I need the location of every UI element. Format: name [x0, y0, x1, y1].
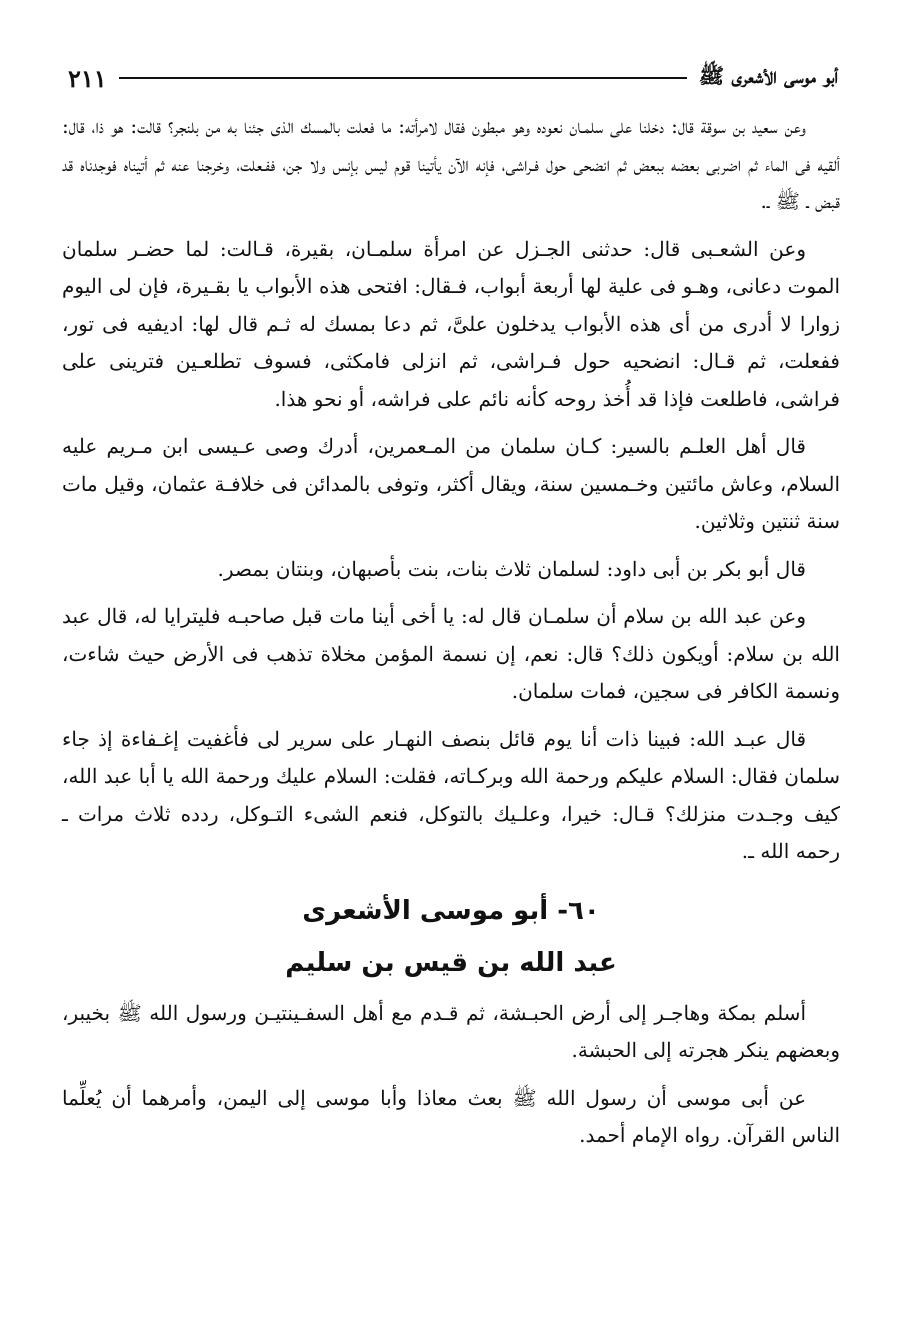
running-header — [68, 62, 838, 94]
paragraph: قال أهل العلـم بالسير: كـان سلمان من المـعمرين، أدرك وصى عـيسى ابن مـريم عليه السلام، وعاش مائتين وخـمسين سنة، ويقال أكثر، وتوفى بالمدائن فى خلافـة عثمان، وقيل مات سنة ثنتين وثلاثين. — [62, 434, 840, 533]
body-text — [62, 108, 840, 1165]
paragraph: وعن الشعـبى قال: حدثنى الجـزل عن امرأة سلمـان، بقيرة، قـالت: لما حضـر سلمان الموت دعانى، وهـو فى علية لها أربعة أبواب، فـقال: افتحى هذه الأبواب يا بقـيرة، فإن لى اليوم زوارا لا أدرى من أى هذه الأبواب يدخلون علىَّ، ثم دعا بمسك له ثـم قال لها: اديفيه فى تور، ففعلت، ثم قـال: انضحيه حول فـراشى، ثم انزلى فامكثى، فسوف تطلعـين فترينى على فراشى، فاطلعت فإذا قد أُخذ روحه كأنه نائم على فراشه، أو نحو هذا. — [62, 236, 840, 411]
page-number: ٢١١ — [68, 63, 107, 93]
header-rule — [119, 77, 687, 79]
paragraph: عن أبى موسى أن رسول الله ﷺ بعث معاذا وأبا موسى إلى اليمن، وأمرهما أن يُعلِّما الناس القرآن. رواه الإمام أحمد. — [62, 1085, 840, 1147]
running-title: أبو موسى الأشعرى ﷺ — [698, 62, 838, 88]
section-subtitle: عبد الله بن قيس بن سليم — [285, 947, 617, 978]
paragraph: قال عبـد الله: فبينا ذات أنا يوم قائل بنصف النهـار على سرير لى فأغفيت إغـفاءة إذ جاء سلمان فقال: السلام عليكم ورحمة الله وبركـاته، فقلت: السلام عليك ورحمة الله يا أبا عبد الله، كيف وجـدت منزلك؟ قـال: خيرا، وعلـيك بالتوكل، فنعم الشىء التـوكل، ردده ثلاث مرات ـ رحمه الله ـ. — [62, 726, 840, 863]
paragraph: قال أبو بكر بن أبى داود: لسلمان ثلاث بنات، بنت بأصبهان، وبنتان بمصر. — [217, 556, 806, 581]
paragraph: وعن عبد الله بن سلام أن سلمـان قال له: يا أخى أينا مات قبل صاحبـه فليترايا له، قال عبد الله بن سلام: أويكون ذلك؟ قال: نعم، إن نسمة المؤمن مخلاة تذهب فى الأرض حيث شاءت، ونسمة الكافر فى سجين، فمات سلمان. — [62, 604, 840, 703]
paragraph: أسلم بمكة وهاجـر إلى أرض الحبـشة، ثم قـدم مع أهل السفـينتيـن ورسول الله ﷺ بخيبر، وبعضهم ينكر هجرته إلى الحبشة. — [62, 1000, 840, 1062]
section-title: ٦٠- أبو موسى الأشعرى — [302, 895, 600, 926]
paragraph: وعن سعيد بن سوقة قال: دخلنا على سلمـان نعوده وهو مبطون فقال لامرأته: ما فعلت بالمسك الذى جئنا به من بلنجر؟ قالت: هو ذا، قال: ألقيه فى الماء ثم اضربى بعضه ببعض ثم انضحى حول فـراشى، فإنه الآن يأتينا قوم ليس بإنس ولا جن، ففـعلت، وخرجنا عنه ثم أتيناه فوجدناه قد قبض ـ ﷺ ـ. — [62, 114, 840, 213]
